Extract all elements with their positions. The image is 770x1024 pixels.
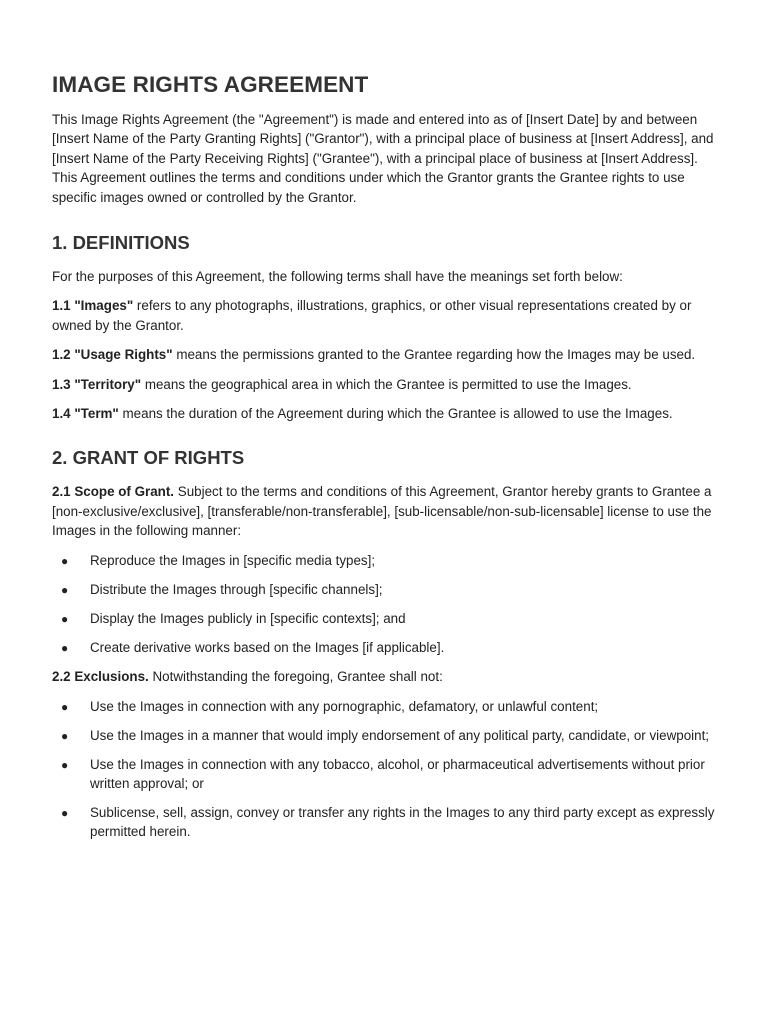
bullet-icon: ● bbox=[61, 640, 69, 655]
list-item bbox=[52, 638, 720, 657]
definition-text: means the duration of the Agreement during which the Grantee is allowed to use the Images. bbox=[118, 406, 673, 422]
list-item-text: Create derivative works based on the Images [if applicable]. bbox=[90, 639, 445, 655]
scope-text: Subject to the terms and conditions of this Agreement, Grantor hereby grants to Grantee a [non-exclusive/exclusive], [transferable/non-transferable], [sub-licensable/non-sub-licensable] license to use the Images in the following manner: bbox=[52, 484, 712, 539]
definition-text: means the geographical area in which the Grantee is permitted to use the Images. bbox=[141, 376, 632, 392]
definitions-lead: For the purposes of this Agreement, the following terms shall have the meanings set forth below: bbox=[52, 269, 623, 285]
list-item-text: Use the Images in connection with any pornographic, defamatory, or unlawful content; bbox=[90, 698, 599, 714]
definition-text: means the permissions granted to the Grantee regarding how the Images may be used. bbox=[172, 347, 696, 363]
list-item-text: Sublicense, sell, assign, convey or transfer any rights in the Images to any third party except as expressly permitted herein. bbox=[90, 804, 715, 840]
definition-usage-rights bbox=[52, 345, 720, 364]
bullet-icon: ● bbox=[61, 805, 69, 820]
list-item bbox=[52, 803, 720, 842]
definition-term: 1.2 "Usage Rights" bbox=[52, 347, 173, 363]
list-item bbox=[52, 755, 720, 794]
exclusions-paragraph bbox=[52, 667, 720, 686]
intro-paragraph: This Image Rights Agreement (the "Agreement") is made and entered into as of [Insert Date] by and between [Insert Name of the Party Granting Rights] ("Grantor"), with a principal place of business at [Insert Address], and [Insert Name of the Party Receiving Rights] ("Grantee"), with a principal place of business at [Insert Address]. This Agreement outlines the terms and conditions under which the Grantor grants the Grantee rights to use specific images owned or controlled by the Grantor. bbox=[52, 112, 714, 205]
bullet-icon: ● bbox=[61, 728, 69, 743]
list-item bbox=[52, 697, 720, 716]
list-item-text: Distribute the Images through [specific channels]; bbox=[90, 581, 383, 597]
list-item bbox=[52, 551, 720, 570]
section-definitions bbox=[52, 230, 720, 423]
definition-images bbox=[52, 296, 720, 335]
list-item bbox=[52, 609, 720, 628]
grant-heading: 2. GRANT OF RIGHTS bbox=[52, 447, 245, 469]
list-item bbox=[52, 726, 720, 745]
definition-text: refers to any photographs, illustrations, graphics, or other visual representations created by or owned by the Grantor. bbox=[52, 298, 692, 333]
section-grant-of-rights bbox=[52, 445, 720, 841]
document-title: IMAGE RIGHTS AGREEMENT bbox=[52, 72, 369, 97]
exclusions-text: Notwithstanding the foregoing, Grantee shall not: bbox=[148, 669, 443, 685]
bullet-icon: ● bbox=[61, 699, 69, 714]
definition-territory bbox=[52, 375, 720, 394]
scope-list bbox=[52, 551, 720, 657]
definition-term-duration bbox=[52, 404, 720, 423]
exclusions-label: 2.2 Exclusions. bbox=[52, 669, 149, 685]
definition-term: 1.1 "Images" bbox=[52, 298, 134, 314]
list-item-text: Display the Images publicly in [specific contexts]; and bbox=[90, 610, 406, 626]
list-item-text: Use the Images in connection with any tobacco, alcohol, or pharmaceutical advertisements without prior written approval; or bbox=[90, 756, 705, 791]
definition-term: 1.4 "Term" bbox=[52, 406, 119, 422]
list-item-text: Reproduce the Images in [specific media types]; bbox=[90, 552, 376, 568]
scope-label: 2.1 Scope of Grant. bbox=[52, 484, 175, 500]
bullet-icon: ● bbox=[61, 582, 69, 597]
bullet-icon: ● bbox=[61, 757, 69, 772]
list-item-text: Use the Images in a manner that would imply endorsement of any political party, candidate, or viewpoint; bbox=[90, 727, 710, 743]
definitions-heading: 1. DEFINITIONS bbox=[52, 232, 190, 254]
bullet-icon: ● bbox=[61, 553, 69, 568]
exclusions-list bbox=[52, 697, 720, 842]
definition-term: 1.3 "Territory" bbox=[52, 376, 142, 392]
bullet-icon: ● bbox=[61, 611, 69, 626]
scope-of-grant-paragraph bbox=[52, 482, 720, 540]
list-item bbox=[52, 580, 720, 599]
